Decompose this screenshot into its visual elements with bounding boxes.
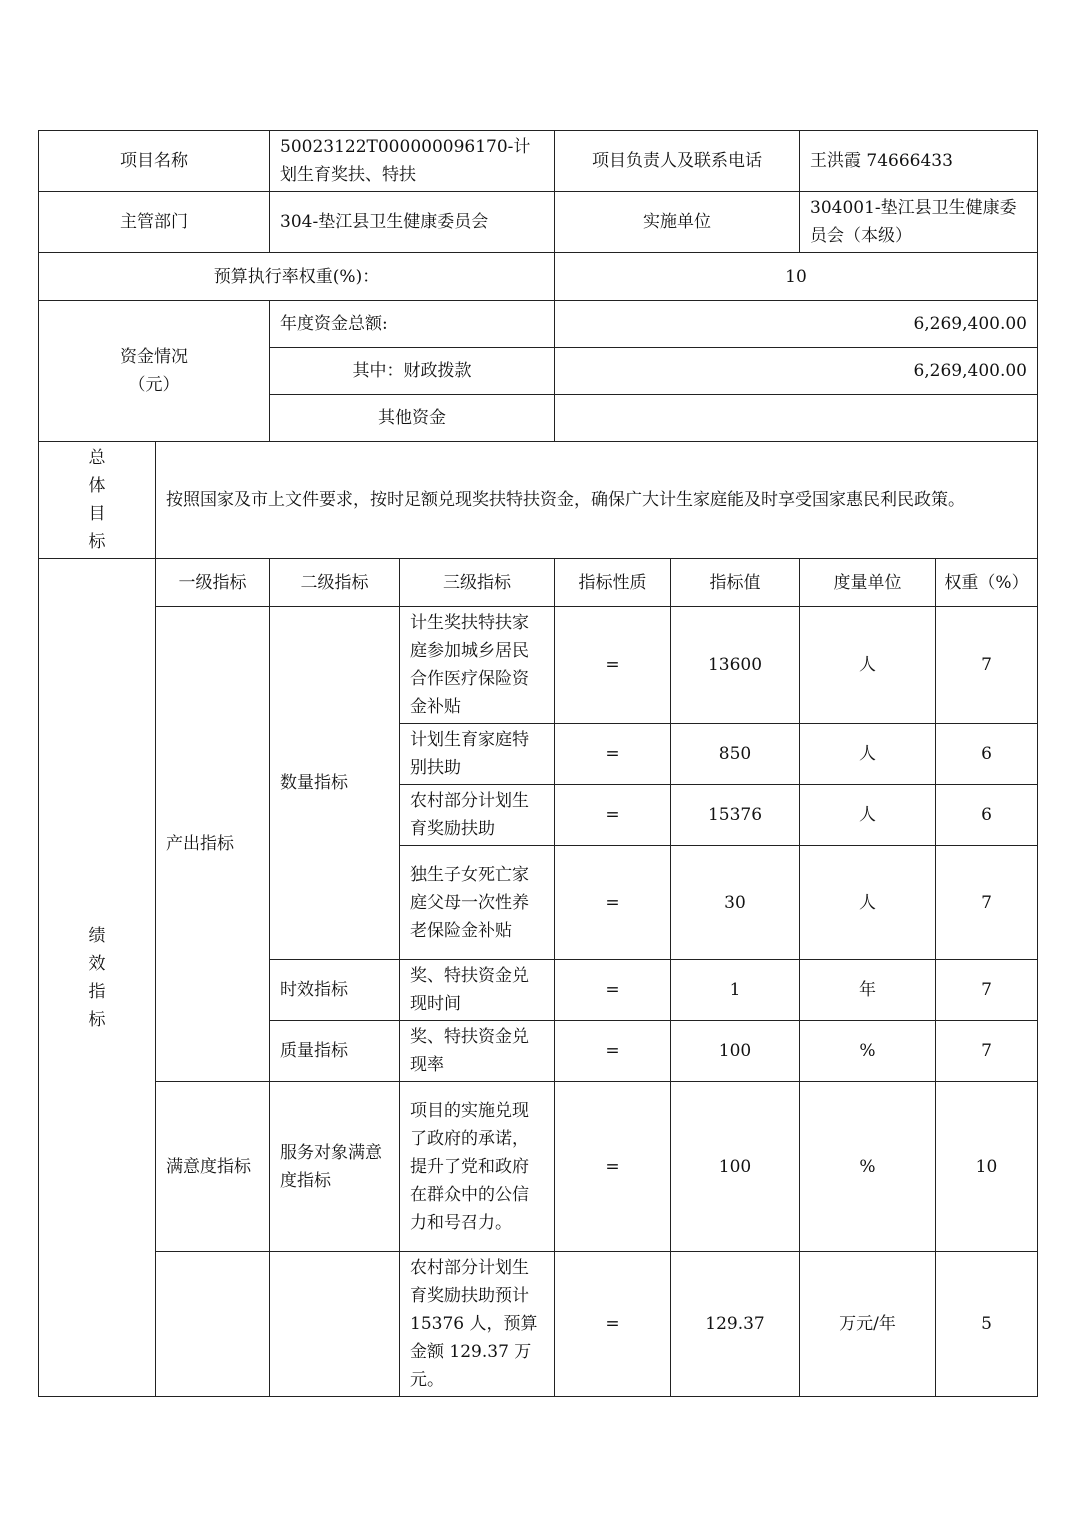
level2-satisfaction: 服务对象满意度指标 — [270, 1082, 400, 1252]
dept-label: 主管部门 — [39, 192, 270, 253]
goal-label-char: 总 — [88, 448, 106, 468]
indicator-value: 15376 — [671, 785, 800, 846]
goal-label — [39, 442, 156, 559]
funds-label-line1: 资金情况 — [120, 347, 188, 367]
indicator-weight: 7 — [936, 607, 1038, 724]
funds-label-line2: （元） — [128, 375, 180, 395]
indicator-value: 850 — [671, 724, 800, 785]
indicator-name: 计划生育家庭特别扶助 — [400, 724, 555, 785]
perf-label-char: 标 — [88, 1009, 106, 1030]
goal-label-char: 标 — [88, 532, 106, 552]
funds-label — [39, 301, 270, 442]
indicator-weight: 5 — [936, 1252, 1038, 1397]
indicator-nature: = — [555, 785, 671, 846]
level1-satisfaction: 满意度指标 — [156, 1082, 270, 1252]
indicator-name: 独生子女死亡家庭父母一次性养老保险金补贴 — [400, 846, 555, 960]
indicator-nature: = — [555, 1252, 671, 1397]
perf-label-char: 绩 — [88, 925, 106, 946]
indicator-nature: = — [555, 724, 671, 785]
indicator-unit: 万元/年 — [800, 1252, 936, 1397]
dept-value: 304-垫江县卫生健康委员会 — [270, 192, 555, 253]
indicator-name: 农村部分计划生育奖励扶助 — [400, 785, 555, 846]
indicator-name: 农村部分计划生育奖励扶助预计 15376 人，预算金额 129.37 万元。 — [400, 1252, 555, 1397]
header-value: 指标值 — [671, 559, 800, 607]
funds-fiscal-value: 6,269,400.00 — [555, 348, 1038, 395]
indicator-value: 1 — [671, 960, 800, 1021]
budget-weight-value: 10 — [555, 253, 1038, 301]
indicator-value: 13600 — [671, 607, 800, 724]
indicator-weight: 7 — [936, 846, 1038, 960]
level2-timeliness: 时效指标 — [270, 960, 400, 1021]
indicator-unit: % — [800, 1082, 936, 1252]
indicator-value: 30 — [671, 846, 800, 960]
level2-quality: 质量指标 — [270, 1021, 400, 1082]
indicator-unit: 年 — [800, 960, 936, 1021]
indicator-weight: 6 — [936, 785, 1038, 846]
unit-label: 实施单位 — [555, 192, 800, 253]
indicator-weight: 6 — [936, 724, 1038, 785]
indicator-value: 100 — [671, 1021, 800, 1082]
goal-label-char: 体 — [88, 476, 106, 496]
indicator-nature: = — [555, 846, 671, 960]
goal-text: 按照国家及市上文件要求，按时足额兑现奖扶特扶资金，确保广大计生家庭能及时享受国家惠民利民政策。 — [156, 442, 1038, 559]
header-unit: 度量单位 — [800, 559, 936, 607]
contact-label: 项目负责人及联系电话 — [555, 131, 800, 192]
indicator-unit: 人 — [800, 607, 936, 724]
header-weight: 权重（%） — [936, 559, 1038, 607]
goal-label-char: 目 — [88, 504, 106, 524]
funds-total-value: 6,269,400.00 — [555, 301, 1038, 348]
header-level1: 一级指标 — [156, 559, 270, 607]
indicator-unit: 人 — [800, 785, 936, 846]
indicator-nature: = — [555, 1021, 671, 1082]
indicator-weight: 7 — [936, 960, 1038, 1021]
indicator-value: 129.37 — [671, 1252, 800, 1397]
level2-quantity: 数量指标 — [270, 607, 400, 960]
perf-label-char: 指 — [88, 981, 106, 1002]
indicator-name: 项目的实施兑现了政府的承诺，提升了党和政府在群众中的公信力和号召力。 — [400, 1082, 555, 1252]
header-level3: 三级指标 — [400, 559, 555, 607]
funds-fiscal-label: 其中：财政拨款 — [270, 348, 555, 395]
performance-target-table — [38, 130, 1038, 1397]
indicator-nature: = — [555, 960, 671, 1021]
perf-label — [39, 559, 156, 1397]
header-nature: 指标性质 — [555, 559, 671, 607]
indicator-nature: = — [555, 607, 671, 724]
unit-value: 304001-垫江县卫生健康委员会（本级） — [800, 192, 1038, 253]
project-name-label: 项目名称 — [39, 131, 270, 192]
indicator-nature: = — [555, 1082, 671, 1252]
project-name-value: 50023122T000000096170-计划生育奖扶、特扶 — [270, 131, 555, 192]
indicator-unit: 人 — [800, 724, 936, 785]
indicator-value: 100 — [671, 1082, 800, 1252]
perf-label-char: 效 — [88, 953, 106, 974]
contact-value: 王洪霞 74666433 — [800, 131, 1038, 192]
budget-weight-label: 预算执行率权重(%)： — [39, 253, 555, 301]
header-level2: 二级指标 — [270, 559, 400, 607]
indicator-name: 奖、特扶资金兑现率 — [400, 1021, 555, 1082]
indicator-unit: 人 — [800, 846, 936, 960]
level2-empty — [270, 1252, 400, 1397]
indicator-name: 奖、特扶资金兑现时间 — [400, 960, 555, 1021]
indicator-unit: % — [800, 1021, 936, 1082]
funds-other-label: 其他资金 — [270, 395, 555, 442]
indicator-weight: 10 — [936, 1082, 1038, 1252]
level1-empty — [156, 1252, 270, 1397]
funds-total-label: 年度资金总额: — [270, 301, 555, 348]
funds-other-value — [555, 395, 1038, 442]
indicator-weight: 7 — [936, 1021, 1038, 1082]
level1-output: 产出指标 — [156, 607, 270, 1082]
indicator-name: 计生奖扶特扶家庭参加城乡居民合作医疗保险资金补贴 — [400, 607, 555, 724]
